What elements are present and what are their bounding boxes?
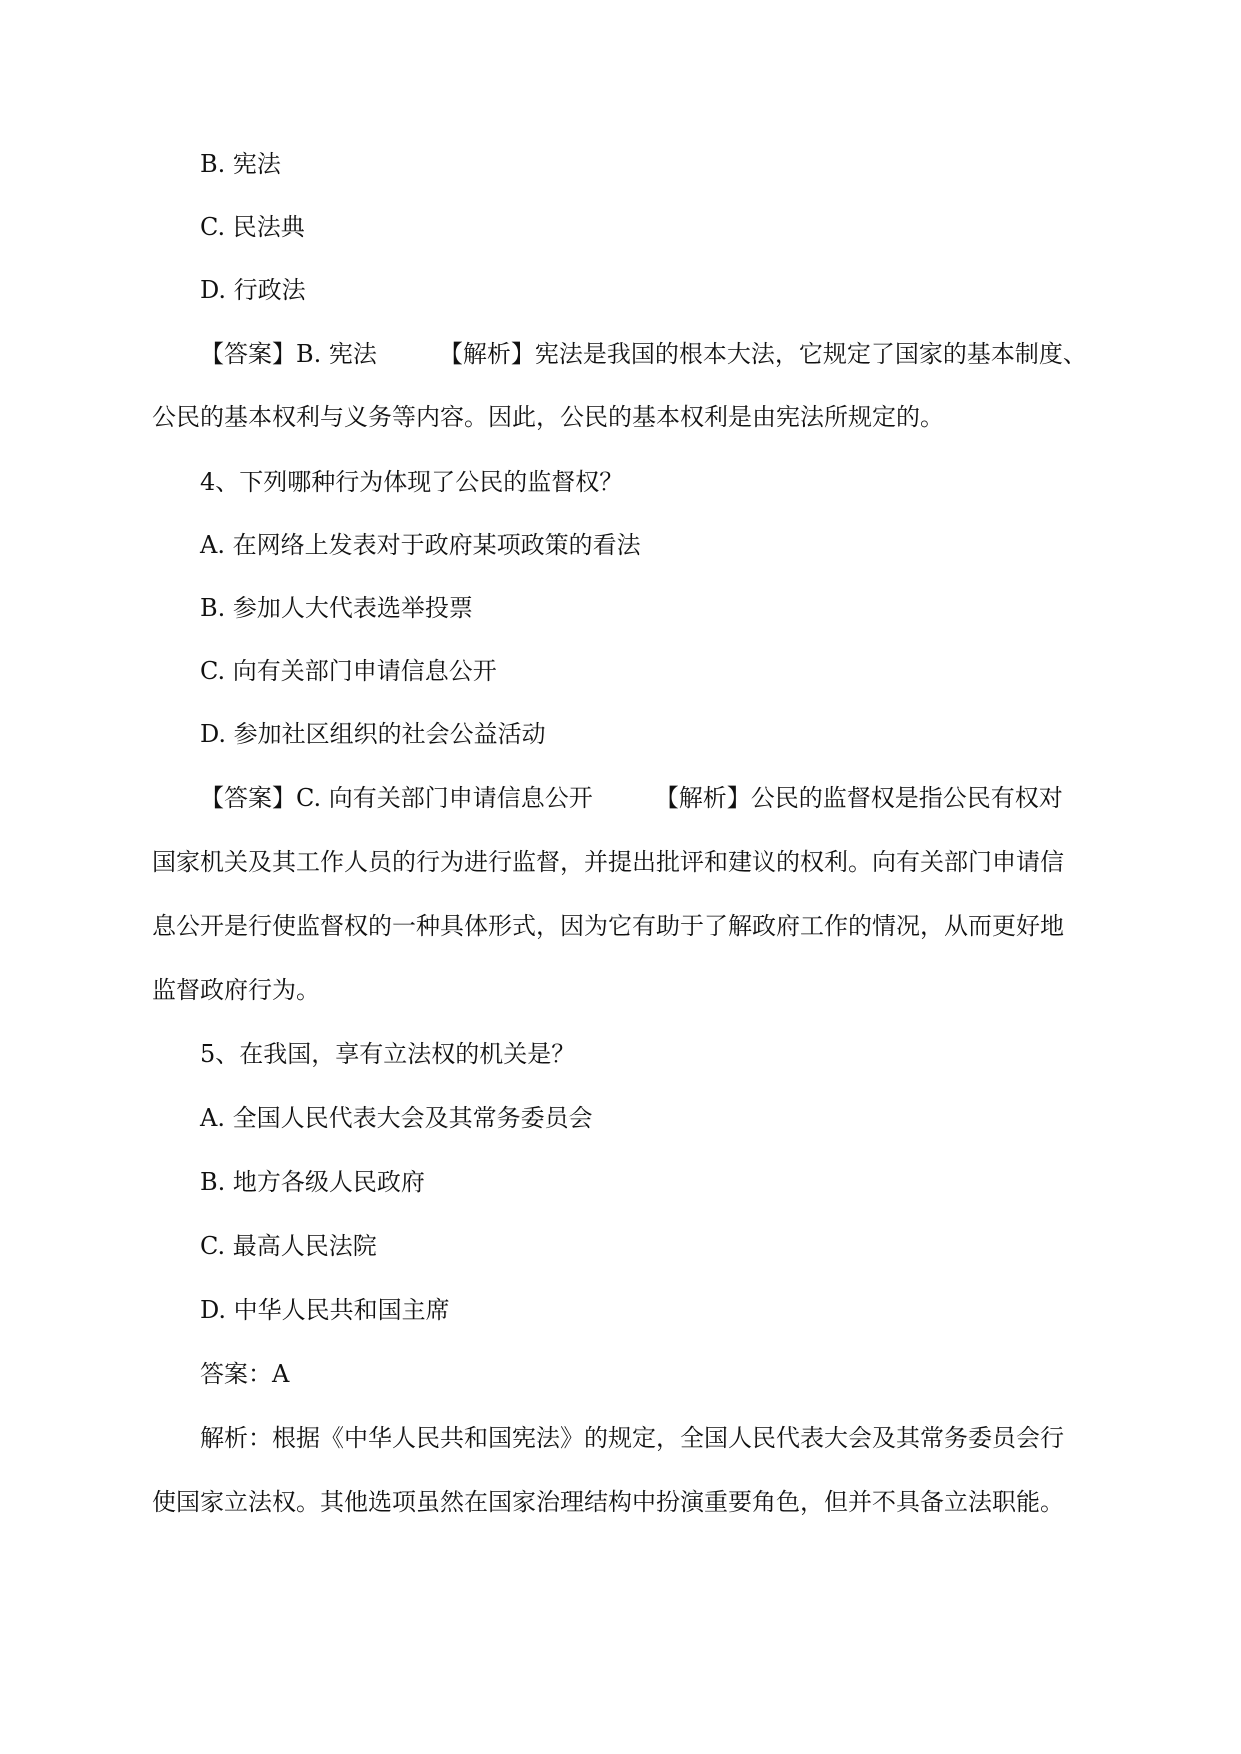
q3-answer-analysis [200, 340, 1150, 368]
q3-option-c: C. 民法典 [200, 213, 305, 241]
q4-answer-analysis [200, 784, 1150, 812]
q5-answer: 答案：A [200, 1360, 290, 1388]
q4-option-a: A. 在网络上发表对于政府某项政策的看法 [200, 531, 641, 559]
q5-option-a: A. 全国人民代表大会及其常务委员会 [200, 1104, 593, 1132]
q5-option-c: C. 最高人民法院 [200, 1232, 377, 1260]
q5-option-d: D. 中华人民共和国主席 [200, 1296, 450, 1324]
answer-tag: 【答案】 [200, 340, 296, 368]
answer-text: B. 宪法 [296, 340, 377, 368]
q3-option-d: D. 行政法 [200, 276, 306, 304]
q3-analysis-line: 公民的基本权利与义务等内容。因此，公民的基本权利是由宪法所规定的。 [152, 403, 944, 431]
analysis-tag: 【解析】 [438, 340, 535, 368]
q5-option-b: B. 地方各级人民政府 [200, 1168, 425, 1196]
answer-tag: 【答案】 [200, 784, 296, 812]
q5-analysis-line: 使国家立法权。其他选项虽然在国家治理结构中扮演重要角色，但并不具备立法职能。 [152, 1488, 1064, 1516]
q5-question: 5、在我国，享有立法权的机关是？ [200, 1040, 576, 1068]
q4-option-c: C. 向有关部门申请信息公开 [200, 657, 497, 685]
answer-text: C. 向有关部门申请信息公开 [296, 784, 593, 812]
q4-option-d: D. 参加社区组织的社会公益活动 [200, 720, 546, 748]
q5-analysis-line: 解析：根据《中华人民共和国宪法》的规定，全国人民代表大会及其常务委员会行 [200, 1424, 1064, 1452]
q3-option-b: B. 宪法 [200, 150, 281, 178]
q4-option-b: B. 参加人大代表选举投票 [200, 594, 473, 622]
analysis-text: 公民的监督权是指公民有权对 [750, 784, 1063, 812]
analysis-tag: 【解析】 [654, 784, 751, 812]
q4-analysis-line: 监督政府行为。 [152, 976, 320, 1004]
q4-question: 4、下列哪种行为体现了公民的监督权？ [200, 468, 624, 496]
q4-analysis-line: 息公开是行使监督权的一种具体形式，因为它有助于了解政府工作的情况，从而更好地 [152, 912, 1064, 940]
q4-analysis-line: 国家机关及其工作人员的行为进行监督，并提出批评和建议的权利。向有关部门申请信 [152, 848, 1064, 876]
analysis-text: 宪法是我国的根本大法，它规定了国家的基本制度、 [534, 340, 1087, 368]
